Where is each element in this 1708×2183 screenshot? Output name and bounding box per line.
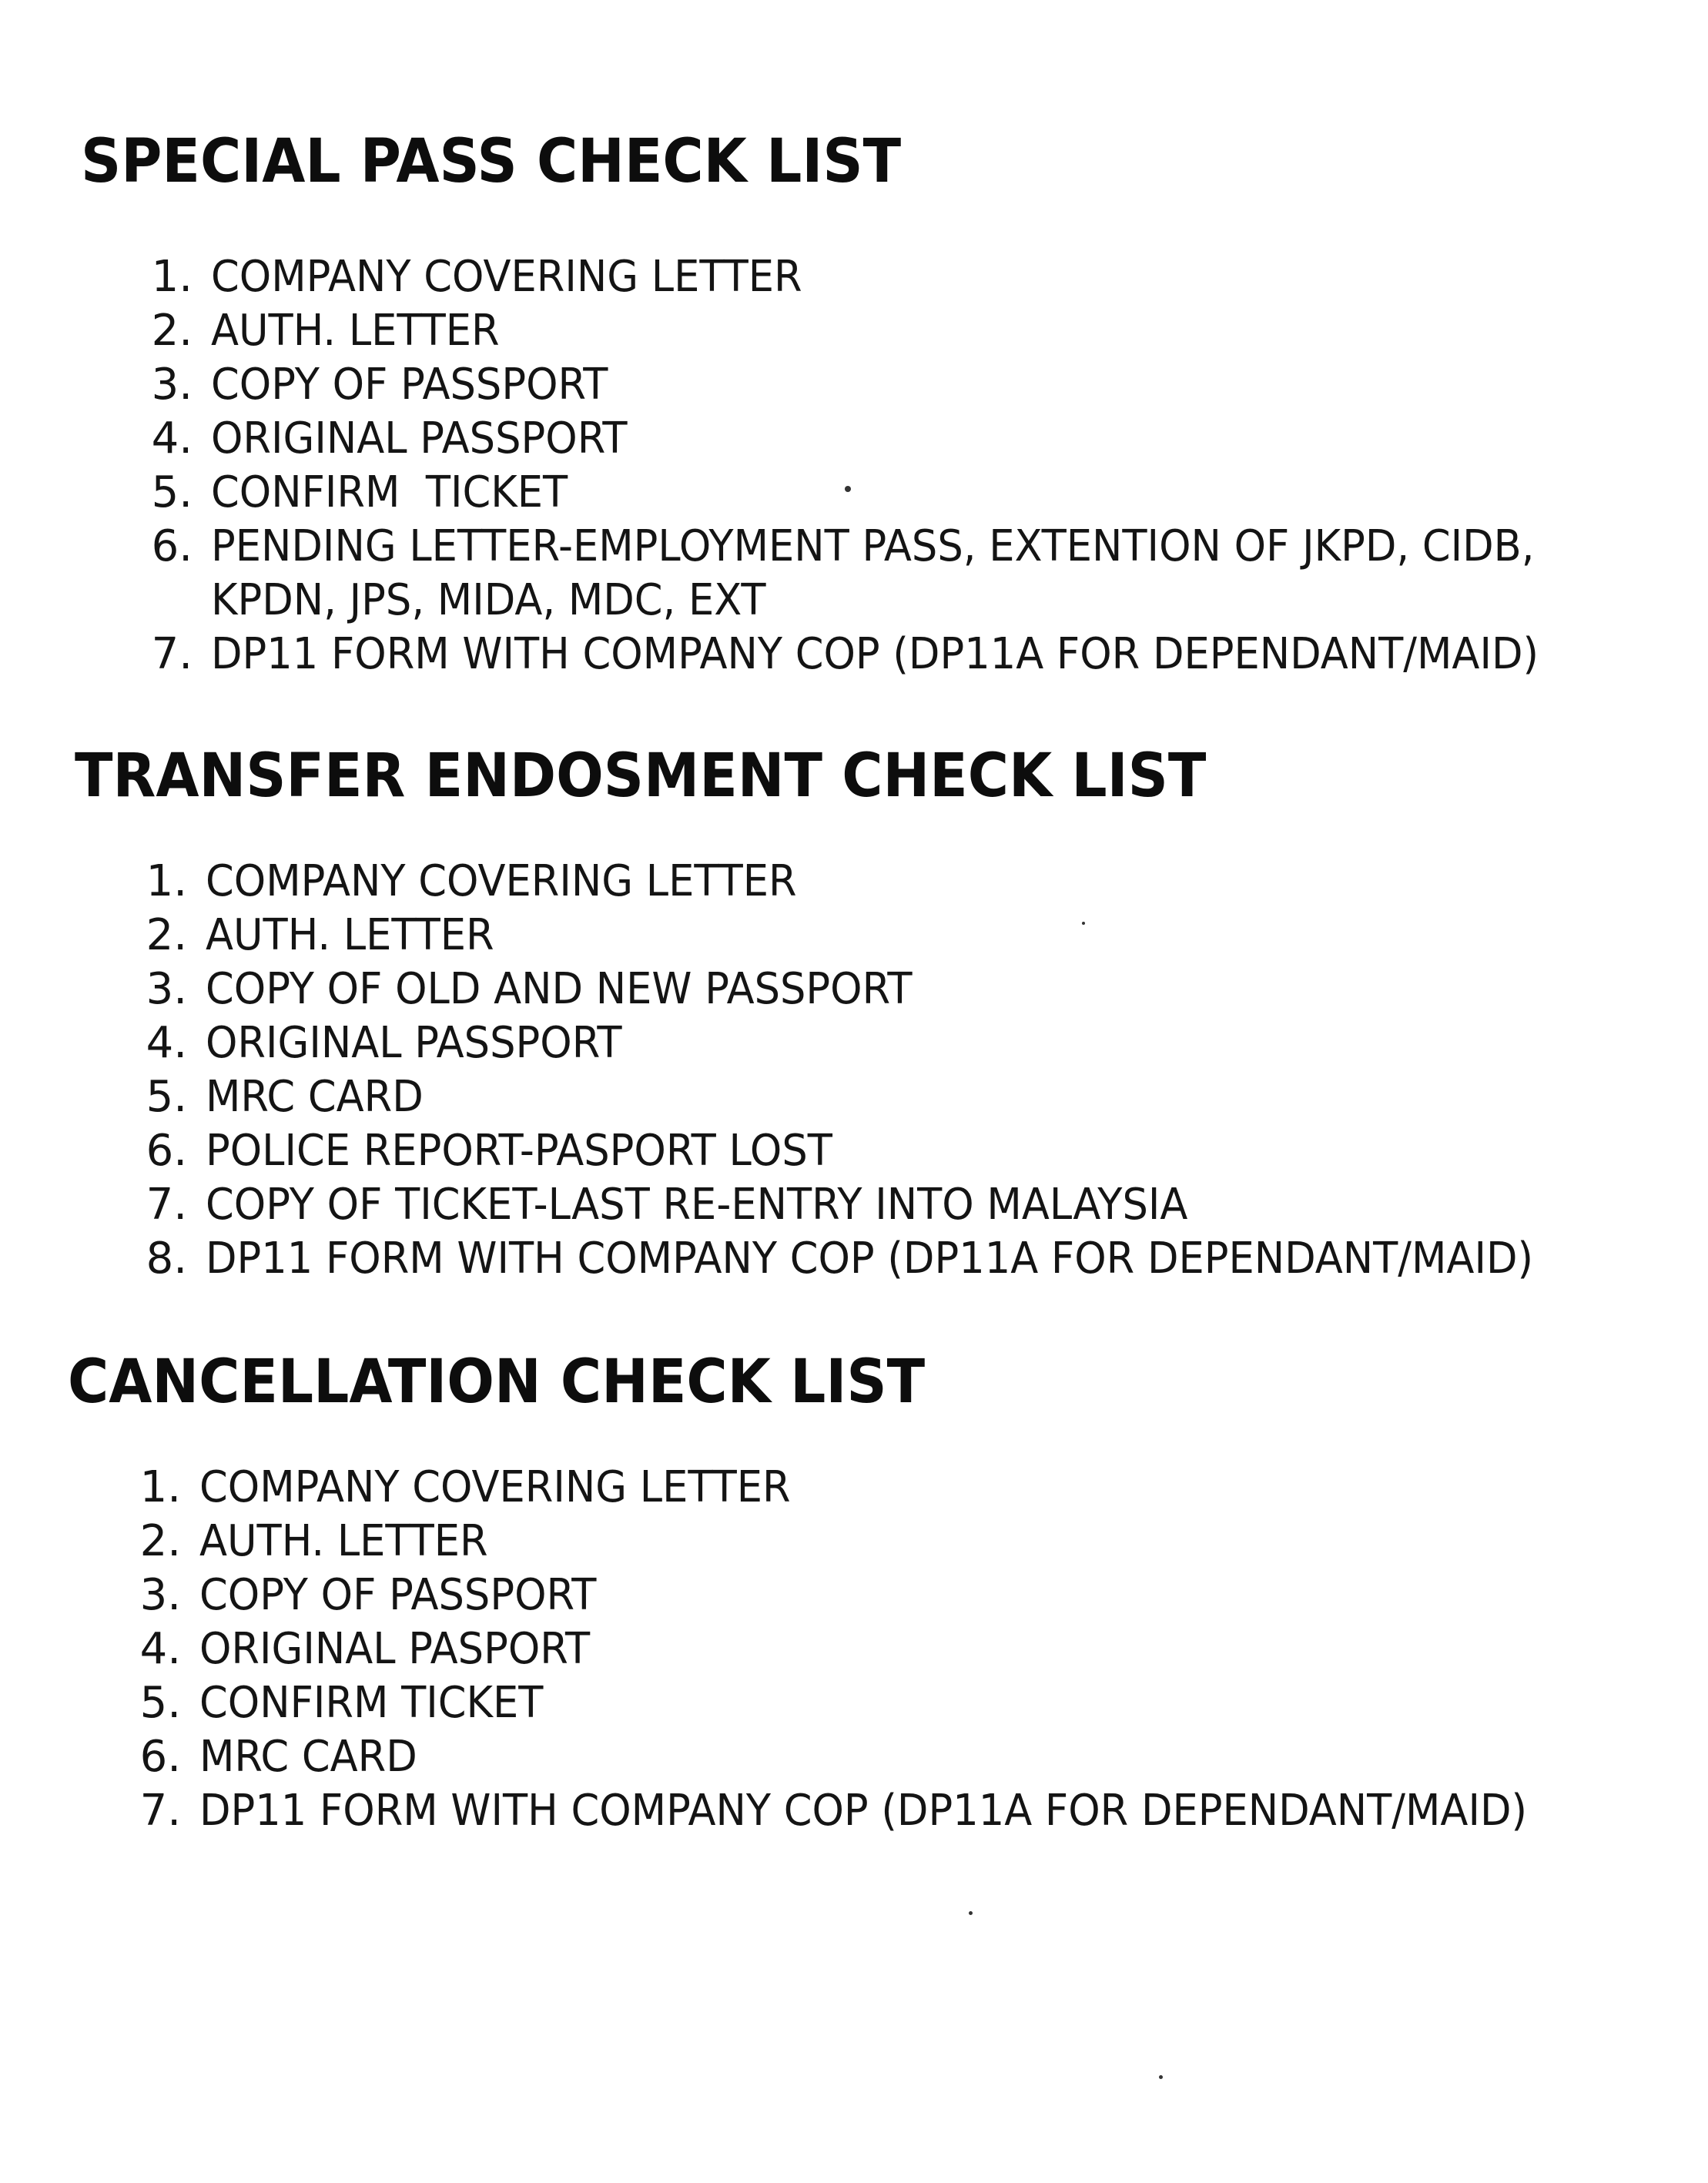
item-number: 3. bbox=[139, 1570, 181, 1620]
item-text: DP11 FORM WITH COMPANY COP (DP11A FOR DEPENDANT/MAID) bbox=[206, 1234, 1534, 1284]
item-text: COPY OF PASSPORT bbox=[199, 1570, 597, 1620]
item-number: 3. bbox=[146, 964, 187, 1014]
item-number: 6. bbox=[151, 521, 193, 571]
item-text: POLICE REPORT-PASPORT LOST bbox=[206, 1126, 832, 1176]
section-title: CANCELLATION CHECK LIST bbox=[68, 1348, 926, 1417]
scan-speck bbox=[1082, 922, 1085, 925]
item-number: 5. bbox=[151, 467, 193, 517]
item-number: 6. bbox=[139, 1732, 181, 1782]
checklist bbox=[126, 855, 1666, 1286]
item-number: 7. bbox=[151, 629, 193, 679]
list-item bbox=[119, 1676, 1659, 1730]
item-text: ORIGINAL PASSPORT bbox=[211, 413, 628, 464]
item-number: 3. bbox=[151, 360, 193, 410]
scan-speck bbox=[845, 486, 851, 492]
item-text: ORIGINAL PASSPORT bbox=[206, 1018, 622, 1068]
item-number: 5. bbox=[139, 1678, 181, 1728]
item-text: AUTH. LETTER bbox=[211, 306, 500, 356]
item-number: 6. bbox=[146, 1126, 187, 1176]
scan-speck bbox=[969, 1911, 973, 1915]
item-text: PENDING LETTER-EMPLOYMENT PASS, EXTENTION OF JKPD, CIDB, KPDN, JPS, MIDA, MDC, EXT bbox=[211, 521, 1535, 625]
list-item bbox=[119, 1569, 1659, 1622]
item-number: 7. bbox=[139, 1786, 181, 1836]
item-text: COMPANY COVERING LETTER bbox=[206, 856, 797, 906]
list-item bbox=[126, 909, 1666, 963]
item-text: ORIGINAL PASPORT bbox=[199, 1624, 591, 1674]
list-item bbox=[126, 1178, 1666, 1232]
item-text: AUTH. LETTER bbox=[199, 1516, 488, 1566]
list-item bbox=[126, 1124, 1666, 1178]
list-item bbox=[126, 855, 1666, 909]
item-number: 2. bbox=[146, 910, 187, 960]
item-text: DP11 FORM WITH COMPANY COP (DP11A FOR DEPENDANT/MAID) bbox=[211, 629, 1539, 679]
item-text: AUTH. LETTER bbox=[206, 910, 494, 960]
item-text: MRC CARD bbox=[199, 1732, 417, 1782]
list-item bbox=[131, 628, 1671, 681]
item-number: 1. bbox=[146, 856, 187, 906]
list-item bbox=[119, 1461, 1659, 1515]
item-text: COMPANY COVERING LETTER bbox=[199, 1462, 791, 1512]
item-text: COPY OF PASSPORT bbox=[211, 360, 608, 410]
item-number: 1. bbox=[151, 252, 193, 302]
list-item bbox=[131, 358, 1671, 412]
scan-speck bbox=[1159, 2075, 1163, 2079]
item-text: CONFIRM TICKET bbox=[199, 1678, 544, 1728]
list-item bbox=[131, 304, 1671, 358]
item-number: 1. bbox=[139, 1462, 181, 1512]
list-item bbox=[126, 1070, 1666, 1124]
list-item bbox=[119, 1784, 1659, 1838]
list-item bbox=[119, 1622, 1659, 1676]
checklist bbox=[131, 250, 1671, 681]
item-number: 2. bbox=[139, 1516, 181, 1566]
item-number: 2. bbox=[151, 306, 193, 356]
section-title: TRANSFER ENDOSMENT CHECK LIST bbox=[75, 742, 1207, 811]
item-text: COPY OF OLD AND NEW PASSPORT bbox=[206, 964, 913, 1014]
item-number: 7. bbox=[146, 1180, 187, 1230]
item-number: 4. bbox=[151, 413, 193, 464]
list-item bbox=[126, 1016, 1666, 1070]
item-number: 4. bbox=[139, 1624, 181, 1674]
checklist bbox=[119, 1461, 1659, 1838]
item-text: DP11 FORM WITH COMPANY COP (DP11A FOR DEPENDANT/MAID) bbox=[199, 1786, 1528, 1836]
item-text: COPY OF TICKET-LAST RE-ENTRY INTO MALAYSIA bbox=[206, 1180, 1188, 1230]
list-item bbox=[131, 412, 1671, 466]
item-text: CONFIRM TICKET bbox=[211, 467, 568, 517]
list-item bbox=[131, 250, 1671, 304]
item-number: 5. bbox=[146, 1072, 187, 1122]
list-item bbox=[131, 466, 1671, 520]
item-text: COMPANY COVERING LETTER bbox=[211, 252, 802, 302]
list-item bbox=[131, 520, 1671, 628]
item-number: 8. bbox=[146, 1234, 187, 1284]
item-text: MRC CARD bbox=[206, 1072, 424, 1122]
list-item bbox=[119, 1515, 1659, 1569]
list-item bbox=[126, 1232, 1666, 1286]
list-item bbox=[126, 963, 1666, 1016]
list-item bbox=[119, 1730, 1659, 1784]
item-number: 4. bbox=[146, 1018, 187, 1068]
section-title: SPECIAL PASS CHECK LIST bbox=[81, 127, 902, 196]
